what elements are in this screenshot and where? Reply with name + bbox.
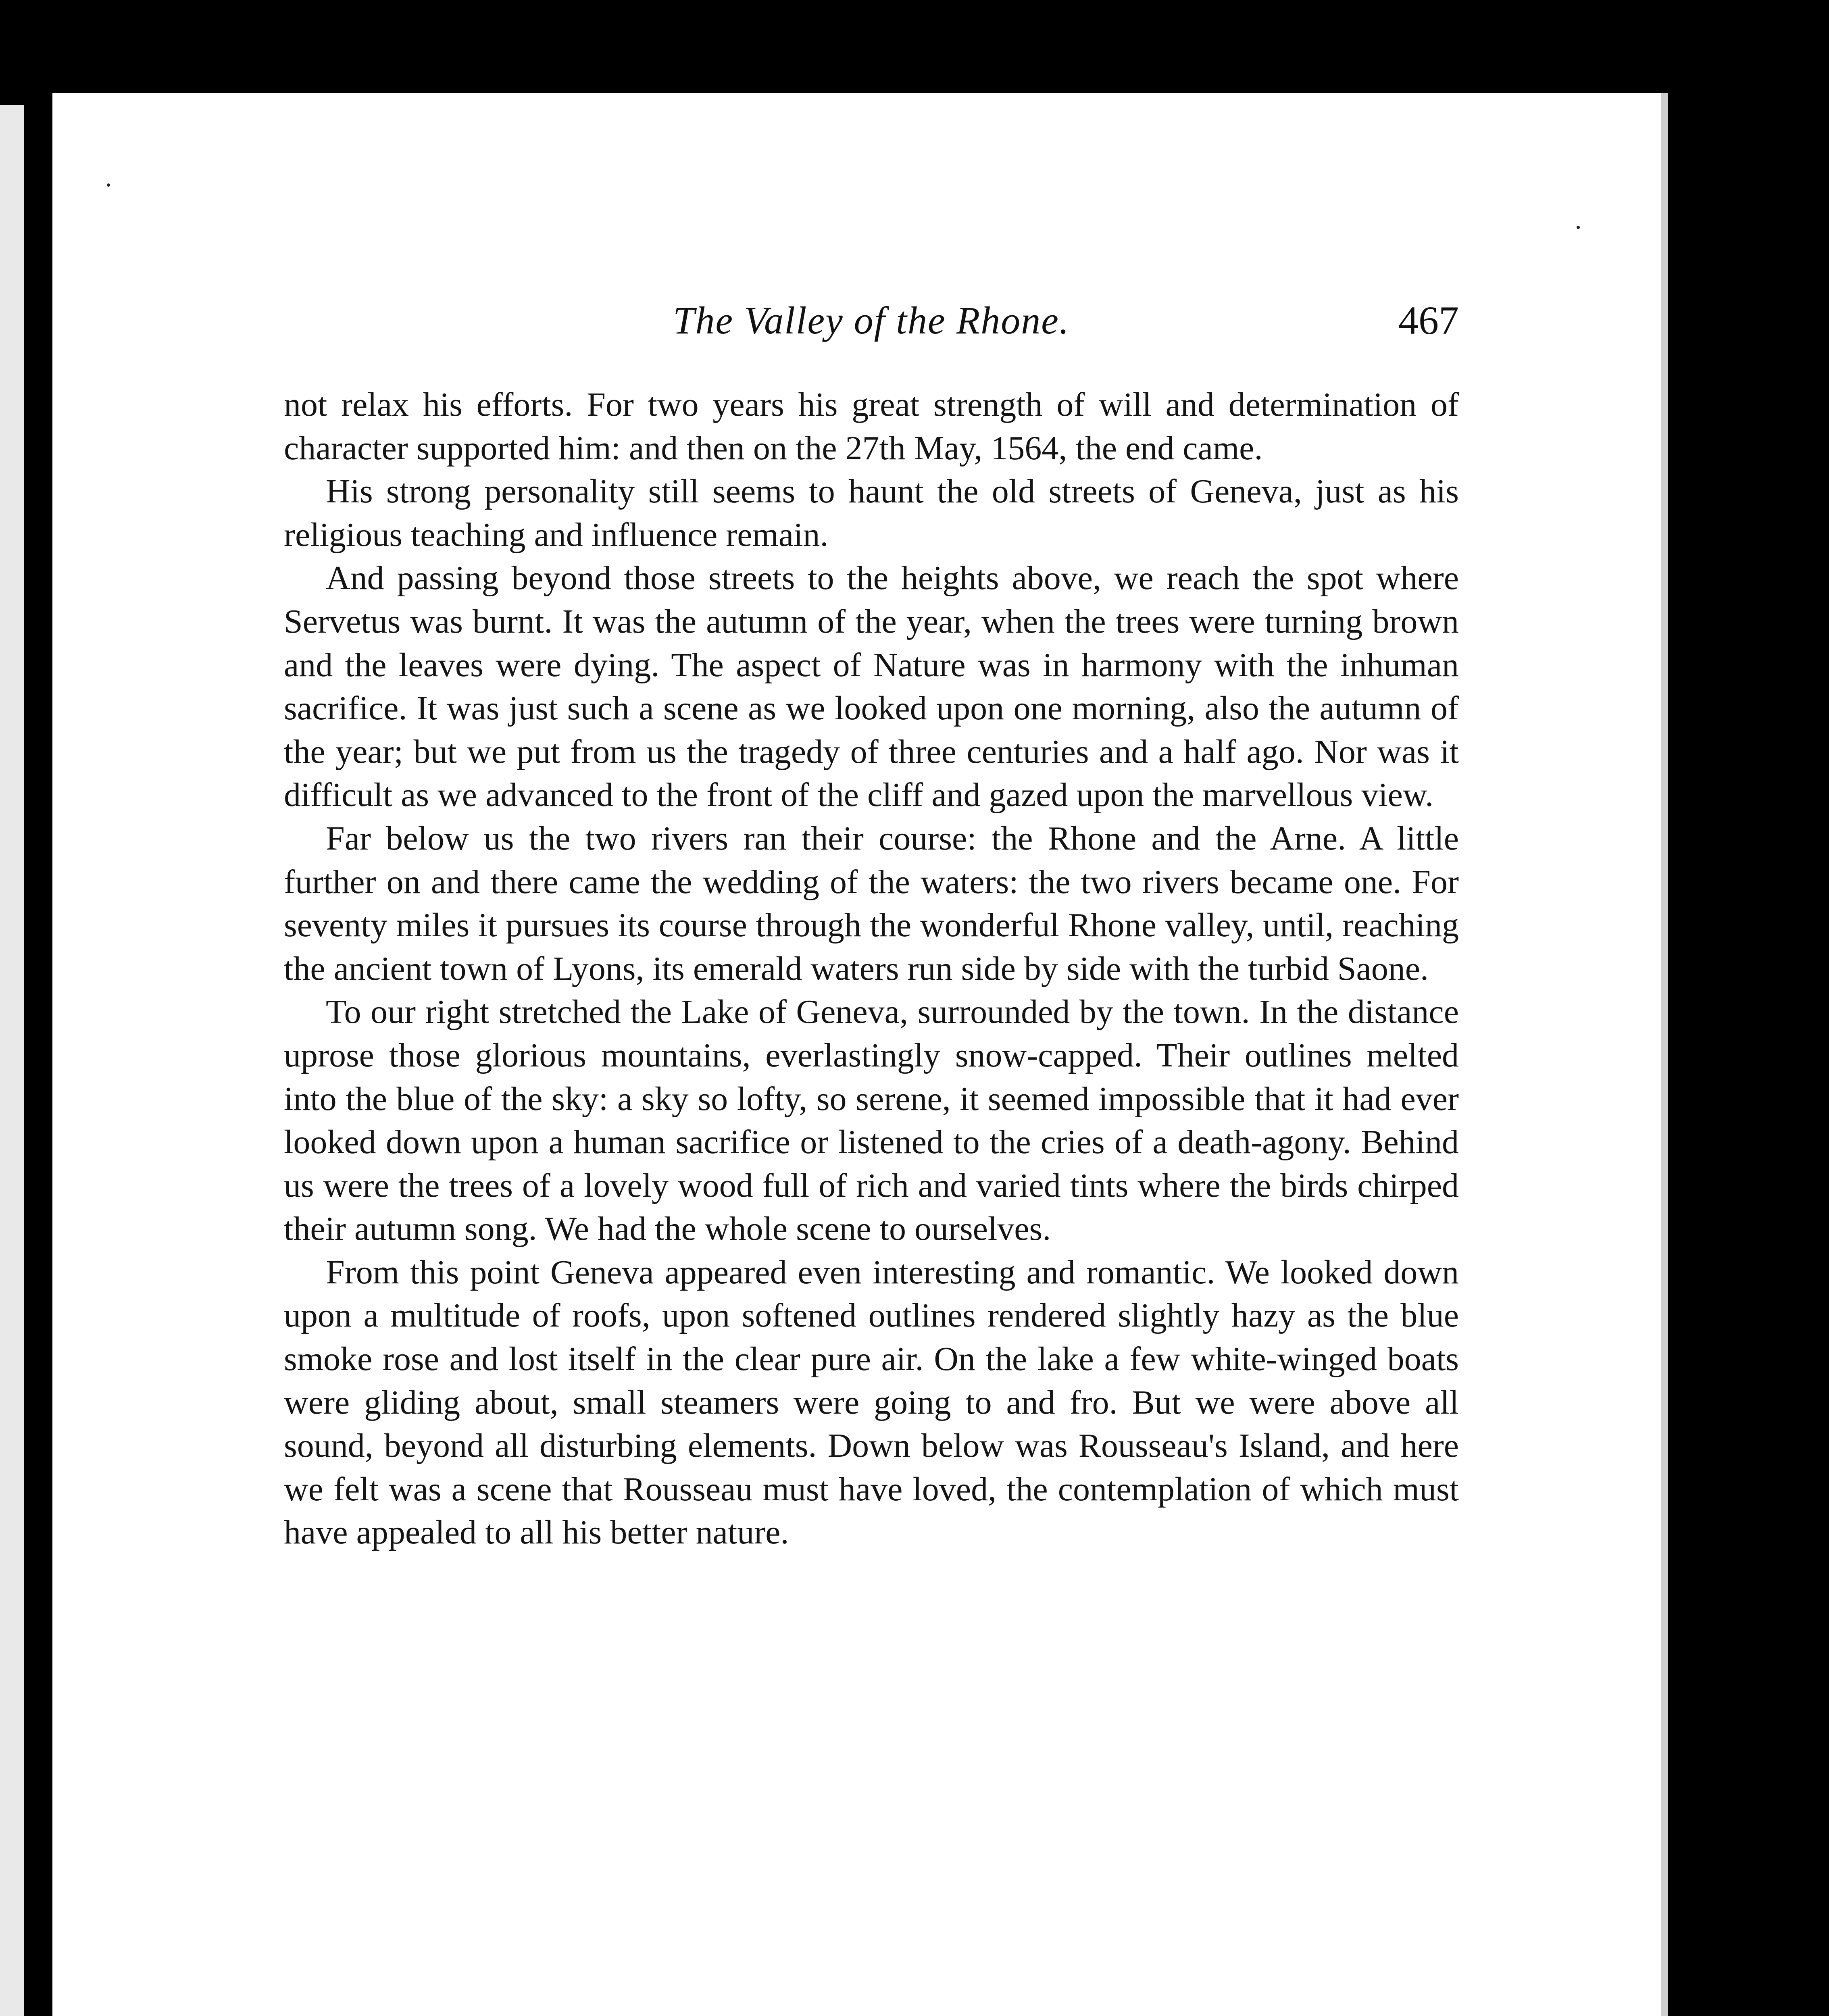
page-number: 467: [1398, 298, 1459, 343]
paragraph-1: not relax his efforts. For two years his great strength of will and determination of character supported him: and then on the 27th May, 1564, the end came.: [284, 386, 1459, 467]
body-text: [284, 383, 1459, 1554]
facing-page-edge: [0, 105, 24, 2016]
print-speck: [1577, 226, 1580, 229]
running-head: [284, 298, 1459, 343]
print-speck: [107, 183, 110, 187]
paragraph-3: And passing beyond those streets to the heights above, we reach the spot where Servetus was burnt. It was the autumn of the year, when the trees were turning brown and the leaves were dying. The aspect of Nature was in harmony with the inhuman sacrifice. It was just such a scene as we looked upon one morning, also the autumn of the year; but we put from us the tragedy of three centuries and a half ago. Nor was it difficult as we advanced to the front of the cliff and gazed upon the marvellous view.: [284, 559, 1459, 814]
paragraph-6: From this point Geneva appeared even interesting and romantic. We looked down upon a multitude of roofs, upon softened outlines rendered slightly hazy as the blue smoke rose and lost itself in the clear pure air. On the lake a few white-winged boats were gliding about, small steamers were going to and fro. But we were above all sound, beyond all disturbing elements. Down below was Rousseau's Island, and here we felt was a scene that Rousseau must have loved, the contemplation of which must have appealed to all his better nature.: [284, 1253, 1459, 1552]
paragraph-2: His strong personality still seems to haunt the old streets of Geneva, just as his religious teaching and influence remain.: [284, 473, 1459, 554]
paragraph-4: Far below us the two rivers ran their course: the Rhone and the Arne. A little further on and there came the wedding of the waters: the two rivers became one. For seventy miles it pursues its course through the wonderful Rhone valley, until, reaching the ancient town of Lyons, its emerald waters run side by side with the turbid Saone.: [284, 819, 1459, 987]
running-title: The Valley of the Rhone.: [673, 299, 1070, 342]
paragraph-5: To our right stretched the Lake of Geneva, surrounded by the town. In the distance uprose those glorious mountains, everlastingly snow-capped. Their outlines melted into the blue of the sky: a sky so lofty, so serene, it seemed impossible that it had ever looked down upon a human sacrifice or listened to the cries of a death-agony. Behind us were the trees of a lovely wood full of rich and varied tints where the birds chirped their autumn song. We had the whole scene to ourselves.: [284, 993, 1459, 1248]
page-edge-shadow: [1661, 93, 1668, 2016]
